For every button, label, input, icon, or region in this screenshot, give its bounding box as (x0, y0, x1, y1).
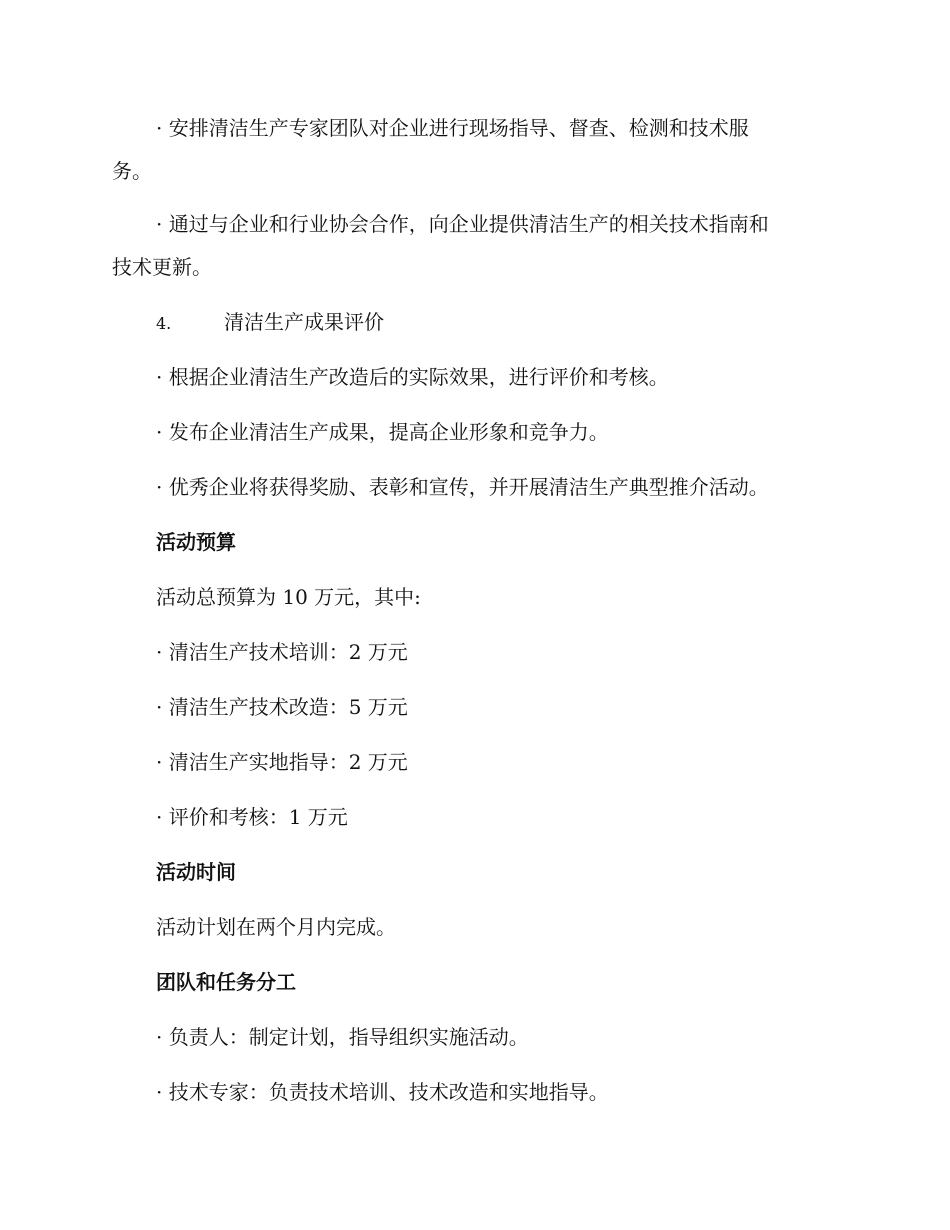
schedule-text: 活动计划在两个月内完成。 (156, 915, 396, 939)
team-item-1: · 负责人：制定计划，指导组织实施活动。 (156, 1025, 529, 1049)
budget-item-4: · 评价和考核：1 万元 (156, 805, 348, 829)
team-heading: 团队和任务分工 (156, 970, 296, 994)
section3-bullet-1-line2: 务。 (112, 159, 152, 183)
section4-item-2: · 发布企业清洁生产成果，提高企业形象和竞争力。 (156, 420, 609, 444)
section4-number: 4. (156, 314, 172, 333)
section4-heading (156, 308, 384, 338)
section3-bullet-2-line1: · 通过与企业和行业协会合作，向企业提供清洁生产的相关技术指南和 (156, 212, 769, 236)
schedule-heading: 活动时间 (156, 860, 236, 884)
section4-item-1: · 根据企业清洁生产改造后的实际效果，进行评价和考核。 (156, 365, 669, 389)
budget-item-3: · 清洁生产实地指导：2 万元 (156, 750, 408, 774)
team-item-2: · 技术专家：负责技术培训、技术改造和实地指导。 (156, 1080, 609, 1104)
section4-item-3: · 优秀企业将获得奖励、表彰和宣传，并开展清洁生产典型推介活动。 (156, 475, 769, 499)
budget-item-1: · 清洁生产技术培训：2 万元 (156, 640, 408, 664)
budget-intro: 活动总预算为 10 万元，其中: (156, 585, 421, 609)
section3-bullet-2-line2: 技术更新。 (112, 255, 212, 279)
budget-heading: 活动预算 (156, 530, 236, 554)
section4-title: 清洁生产成果评价 (224, 310, 384, 334)
section3-bullet-1-line1: · 安排清洁生产专家团队对企业进行现场指导、督查、检测和技术服 (156, 116, 749, 140)
budget-item-2: · 清洁生产技术改造：5 万元 (156, 695, 408, 719)
